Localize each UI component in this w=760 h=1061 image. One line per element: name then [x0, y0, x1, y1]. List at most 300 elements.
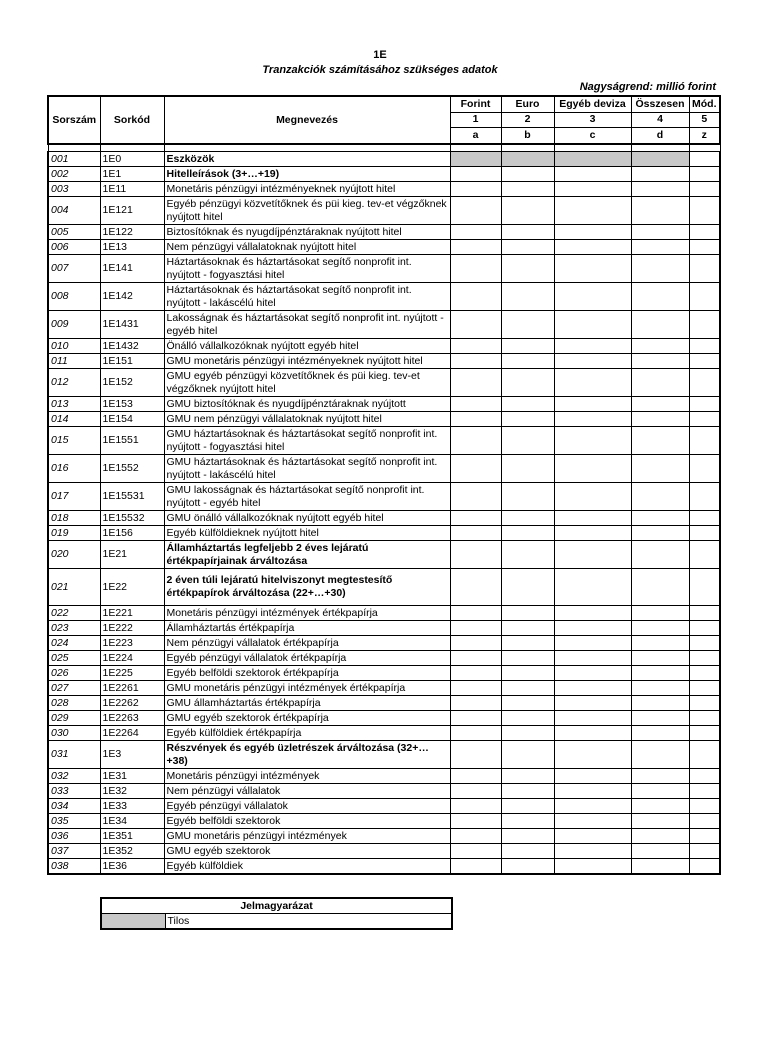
cell-egyeb-deviza[interactable]: [554, 397, 631, 412]
cell-forint[interactable]: [450, 526, 501, 541]
cell-osszesen[interactable]: [631, 369, 689, 397]
cell-osszesen[interactable]: [631, 651, 689, 666]
legend-table: [100, 897, 453, 930]
cell-osszesen[interactable]: [631, 636, 689, 651]
row-number: 007: [48, 255, 100, 283]
cell-forint[interactable]: [450, 283, 501, 311]
cell-osszesen[interactable]: [631, 621, 689, 636]
cell-mod[interactable]: [689, 829, 720, 844]
cell-osszesen[interactable]: [631, 666, 689, 681]
table-row: [48, 606, 720, 621]
row-name: Egyéb külföldieknek nyújtott hitel: [164, 526, 450, 541]
cell-forint[interactable]: [450, 651, 501, 666]
form-code: 1E: [373, 49, 387, 61]
cell-osszesen[interactable]: [631, 829, 689, 844]
header-sorkod: Sorkód: [100, 96, 164, 144]
cell-mod[interactable]: [689, 844, 720, 859]
table-row: [48, 769, 720, 784]
row-name: Államháztartás legfeljebb 2 éves lejáratú értékpapírjainak árváltozása: [164, 541, 450, 569]
legend-label: Tilos: [165, 914, 452, 930]
cell-euro[interactable]: [501, 511, 554, 526]
row-number: 004: [48, 197, 100, 225]
cell-euro[interactable]: [501, 606, 554, 621]
cell-mod[interactable]: [689, 569, 720, 606]
cell-forint[interactable]: [450, 859, 501, 875]
table-row: [48, 412, 720, 427]
header-letter-z: z: [689, 128, 720, 144]
table-row: [48, 829, 720, 844]
cell-egyeb-deviza[interactable]: [554, 354, 631, 369]
row-code: 1E223: [100, 636, 164, 651]
cell-euro[interactable]: [501, 844, 554, 859]
cell-osszesen[interactable]: [631, 711, 689, 726]
cell-mod[interactable]: [689, 412, 720, 427]
row-code: 1E34: [100, 814, 164, 829]
cell-euro[interactable]: [501, 412, 554, 427]
cell-euro[interactable]: [501, 283, 554, 311]
cell-egyeb-deviza[interactable]: [554, 606, 631, 621]
row-code: 1E224: [100, 651, 164, 666]
cell-osszesen[interactable]: [631, 311, 689, 339]
cell-mod[interactable]: [689, 397, 720, 412]
cell-egyeb-deviza[interactable]: [554, 741, 631, 769]
cell-forint[interactable]: [450, 412, 501, 427]
cell-mod[interactable]: [689, 814, 720, 829]
cell-osszesen[interactable]: [631, 814, 689, 829]
cell-osszesen[interactable]: [631, 511, 689, 526]
row-name: GMU lakosságnak és háztartásokat segítő nonprofit int. nyújtott - egyéb hitel: [164, 483, 450, 511]
cell-osszesen[interactable]: [631, 397, 689, 412]
cell-egyeb-deviza[interactable]: [554, 427, 631, 455]
table-row: [48, 455, 720, 483]
row-code: 1E15532: [100, 511, 164, 526]
header-sorszam: Sorszám: [48, 96, 100, 144]
cell-mod[interactable]: [689, 636, 720, 651]
cell-osszesen[interactable]: [631, 784, 689, 799]
cell-osszesen[interactable]: [631, 844, 689, 859]
row-name: Egyéb belföldi szektorok értékpapírja: [164, 666, 450, 681]
cell-forint[interactable]: [450, 711, 501, 726]
cell-forint[interactable]: [450, 397, 501, 412]
cell-egyeb-deviza[interactable]: [554, 829, 631, 844]
cell-euro[interactable]: [501, 455, 554, 483]
cell-egyeb-deviza[interactable]: [554, 483, 631, 511]
unit-label: Nagyságrend: millió forint: [579, 81, 716, 93]
cell-euro[interactable]: [501, 666, 554, 681]
row-code: 1E1552: [100, 455, 164, 483]
row-name: Államháztartás értékpapírja: [164, 621, 450, 636]
cell-mod[interactable]: [689, 483, 720, 511]
cell-osszesen[interactable]: [631, 225, 689, 240]
header-letter-b: b: [501, 128, 554, 144]
cell-forint[interactable]: [450, 769, 501, 784]
cell-osszesen[interactable]: [631, 526, 689, 541]
cell-forint[interactable]: [450, 197, 501, 225]
cell-mod[interactable]: [689, 255, 720, 283]
cell-euro[interactable]: [501, 526, 554, 541]
cell-osszesen[interactable]: [631, 255, 689, 283]
row-number: 037: [48, 844, 100, 859]
cell-egyeb-deviza[interactable]: [554, 339, 631, 354]
cell-forint[interactable]: [450, 182, 501, 197]
cell-osszesen[interactable]: [631, 741, 689, 769]
cell-mod[interactable]: [689, 182, 720, 197]
row-name: Önálló vállalkozóknak nyújtott egyéb hitel: [164, 339, 450, 354]
cell-osszesen[interactable]: [631, 283, 689, 311]
row-number: 034: [48, 799, 100, 814]
cell-euro[interactable]: [501, 197, 554, 225]
cell-euro[interactable]: [501, 829, 554, 844]
cell-egyeb-deviza[interactable]: [554, 859, 631, 875]
cell-mod[interactable]: [689, 666, 720, 681]
table-row: [48, 255, 720, 283]
cell-forint[interactable]: [450, 696, 501, 711]
cell-forint[interactable]: [450, 511, 501, 526]
cell-egyeb-deviza[interactable]: [554, 666, 631, 681]
cell-mod[interactable]: [689, 621, 720, 636]
row-name: Egyéb pénzügyi közvetítőknek és püi kieg. tev-et végzőknek nyújtott hitel: [164, 197, 450, 225]
table-row: [48, 621, 720, 636]
cell-euro[interactable]: [501, 311, 554, 339]
table-row: [48, 844, 720, 859]
cell-osszesen[interactable]: [631, 354, 689, 369]
cell-forint[interactable]: [450, 681, 501, 696]
cell-euro[interactable]: [501, 339, 554, 354]
header-mod: Mód.: [689, 96, 720, 112]
cell-euro[interactable]: [501, 182, 554, 197]
legend-swatch: [101, 914, 165, 930]
cell-euro[interactable]: [501, 397, 554, 412]
table-row: [48, 427, 720, 455]
cell-euro[interactable]: [501, 369, 554, 397]
cell-euro[interactable]: [501, 541, 554, 569]
data-table: [47, 95, 721, 875]
row-name: Monetáris pénzügyi intézmények: [164, 769, 450, 784]
cell-mod[interactable]: [689, 225, 720, 240]
cell-osszesen[interactable]: [631, 696, 689, 711]
cell-osszesen[interactable]: [631, 339, 689, 354]
row-name: Hitelleírások (3+…+19): [164, 167, 450, 182]
cell-euro[interactable]: [501, 427, 554, 455]
row-name: 2 éven túli lejáratú hitelviszonyt megtestesítő értékpapírok árváltozása (22+…+30): [164, 569, 450, 606]
cell-egyeb-deviza[interactable]: [554, 814, 631, 829]
cell-forint[interactable]: [450, 829, 501, 844]
cell-forint: [450, 152, 501, 167]
cell-forint[interactable]: [450, 844, 501, 859]
cell-forint[interactable]: [450, 726, 501, 741]
cell-mod[interactable]: [689, 240, 720, 255]
cell-osszesen: [631, 152, 689, 167]
cell-egyeb-deviza[interactable]: [554, 726, 631, 741]
table-row: [48, 483, 720, 511]
row-number: 024: [48, 636, 100, 651]
row-code: 1E31: [100, 769, 164, 784]
row-code: 1E151: [100, 354, 164, 369]
cell-egyeb-deviza[interactable]: [554, 311, 631, 339]
cell-egyeb-deviza[interactable]: [554, 283, 631, 311]
cell-osszesen[interactable]: [631, 859, 689, 875]
cell-egyeb-deviza[interactable]: [554, 681, 631, 696]
cell-forint[interactable]: [450, 255, 501, 283]
row-code: 1E141: [100, 255, 164, 283]
cell-mod[interactable]: [689, 711, 720, 726]
cell-egyeb-deviza[interactable]: [554, 844, 631, 859]
cell-egyeb-deviza[interactable]: [554, 511, 631, 526]
cell-euro: [501, 152, 554, 167]
cell-osszesen[interactable]: [631, 606, 689, 621]
cell-euro[interactable]: [501, 636, 554, 651]
row-name: Monetáris pénzügyi intézményeknek nyújtott hitel: [164, 182, 450, 197]
table-row: [48, 511, 720, 526]
row-code: 1E36: [100, 859, 164, 875]
cell-mod[interactable]: [689, 541, 720, 569]
row-name: Eszközök: [164, 152, 450, 167]
cell-egyeb-deviza[interactable]: [554, 526, 631, 541]
cell-mod[interactable]: [689, 606, 720, 621]
cell-mod[interactable]: [689, 197, 720, 225]
cell-forint[interactable]: [450, 799, 501, 814]
row-name: GMU háztartásoknak és háztartásokat segítő nonprofit int. nyújtott - lakáscélú hitel: [164, 455, 450, 483]
row-number: 022: [48, 606, 100, 621]
row-number: 016: [48, 455, 100, 483]
cell-mod[interactable]: [689, 354, 720, 369]
cell-egyeb-deviza[interactable]: [554, 240, 631, 255]
cell-mod[interactable]: [689, 455, 720, 483]
cell-egyeb-deviza[interactable]: [554, 711, 631, 726]
cell-mod[interactable]: [689, 651, 720, 666]
cell-mod[interactable]: [689, 696, 720, 711]
cell-forint[interactable]: [450, 354, 501, 369]
cell-egyeb-deviza[interactable]: [554, 167, 631, 182]
cell-mod[interactable]: [689, 681, 720, 696]
row-name: GMU egyéb szektorok értékpapírja: [164, 711, 450, 726]
cell-mod[interactable]: [689, 741, 720, 769]
header-osszesen: Összesen: [631, 96, 689, 112]
cell-euro[interactable]: [501, 167, 554, 182]
cell-euro[interactable]: [501, 741, 554, 769]
table-row: [48, 696, 720, 711]
row-code: 1E11: [100, 182, 164, 197]
cell-osszesen[interactable]: [631, 197, 689, 225]
row-name: GMU háztartásoknak és háztartásokat segítő nonprofit int. nyújtott - fogyasztási hitel: [164, 427, 450, 455]
cell-egyeb-deviza[interactable]: [554, 225, 631, 240]
cell-euro[interactable]: [501, 859, 554, 875]
cell-osszesen[interactable]: [631, 569, 689, 606]
cell-mod[interactable]: [689, 526, 720, 541]
cell-egyeb-deviza[interactable]: [554, 569, 631, 606]
cell-mod[interactable]: [689, 769, 720, 784]
cell-osszesen[interactable]: [631, 483, 689, 511]
cell-euro[interactable]: [501, 569, 554, 606]
cell-euro[interactable]: [501, 784, 554, 799]
row-code: 1E142: [100, 283, 164, 311]
cell-euro[interactable]: [501, 711, 554, 726]
cell-osszesen[interactable]: [631, 681, 689, 696]
cell-euro[interactable]: [501, 681, 554, 696]
header-letter-a: a: [450, 128, 501, 144]
row-name: GMU államháztartás értékpapírja: [164, 696, 450, 711]
form-subtitle: Tranzakciók számításához szükséges adatok: [262, 64, 498, 76]
table-row: [48, 541, 720, 569]
row-name: GMU nem pénzügyi vállalatoknak nyújtott hitel: [164, 412, 450, 427]
cell-mod[interactable]: [689, 339, 720, 354]
cell-egyeb-deviza[interactable]: [554, 369, 631, 397]
table-row: [48, 152, 720, 167]
cell-mod[interactable]: [689, 511, 720, 526]
table-row: [48, 225, 720, 240]
cell-euro[interactable]: [501, 726, 554, 741]
row-code: 1E352: [100, 844, 164, 859]
table-row: [48, 339, 720, 354]
cell-osszesen[interactable]: [631, 412, 689, 427]
cell-forint[interactable]: [450, 427, 501, 455]
cell-euro[interactable]: [501, 651, 554, 666]
row-code: 1E13: [100, 240, 164, 255]
row-number: 002: [48, 167, 100, 182]
legend-title: Jelmagyarázat: [101, 898, 452, 914]
cell-forint[interactable]: [450, 225, 501, 240]
row-name: GMU önálló vállalkozóknak nyújtott egyéb hitel: [164, 511, 450, 526]
row-code: 1E122: [100, 225, 164, 240]
cell-egyeb-deviza[interactable]: [554, 651, 631, 666]
row-name: Nem pénzügyi vállalatok értékpapírja: [164, 636, 450, 651]
row-number: 031: [48, 741, 100, 769]
row-name: Háztartásoknak és háztartásokat segítő nonprofit int. nyújtott - lakáscélú hitel: [164, 283, 450, 311]
row-code: 1E152: [100, 369, 164, 397]
cell-forint[interactable]: [450, 636, 501, 651]
row-code: 1E1551: [100, 427, 164, 455]
cell-euro[interactable]: [501, 696, 554, 711]
cell-euro[interactable]: [501, 225, 554, 240]
cell-euro[interactable]: [501, 799, 554, 814]
cell-egyeb-deviza[interactable]: [554, 799, 631, 814]
cell-forint[interactable]: [450, 814, 501, 829]
table-row: [48, 283, 720, 311]
row-name: Nem pénzügyi vállalatok: [164, 784, 450, 799]
cell-egyeb-deviza[interactable]: [554, 769, 631, 784]
row-number: 010: [48, 339, 100, 354]
table-row: [48, 311, 720, 339]
cell-forint[interactable]: [450, 339, 501, 354]
cell-mod[interactable]: [689, 167, 720, 182]
cell-forint[interactable]: [450, 784, 501, 799]
row-number: 038: [48, 859, 100, 875]
cell-euro[interactable]: [501, 769, 554, 784]
cell-egyeb-deviza[interactable]: [554, 636, 631, 651]
cell-osszesen[interactable]: [631, 455, 689, 483]
cell-forint[interactable]: [450, 741, 501, 769]
row-code: 1E2263: [100, 711, 164, 726]
header-letter-c: c: [554, 128, 631, 144]
row-number: 030: [48, 726, 100, 741]
cell-mod[interactable]: [689, 859, 720, 875]
cell-egyeb-deviza[interactable]: [554, 455, 631, 483]
cell-forint[interactable]: [450, 455, 501, 483]
header-letter-d: d: [631, 128, 689, 144]
table-row: [48, 526, 720, 541]
cell-forint[interactable]: [450, 606, 501, 621]
row-number: 015: [48, 427, 100, 455]
cell-mod[interactable]: [689, 369, 720, 397]
table-row: [48, 784, 720, 799]
cell-mod[interactable]: [689, 726, 720, 741]
cell-egyeb-deviza[interactable]: [554, 197, 631, 225]
row-name: Egyéb külföldiek értékpapírja: [164, 726, 450, 741]
header-euro: Euro: [501, 96, 554, 112]
row-name: Egyéb pénzügyi vállalatok értékpapírja: [164, 651, 450, 666]
cell-forint[interactable]: [450, 569, 501, 606]
row-number: 032: [48, 769, 100, 784]
cell-egyeb-deviza[interactable]: [554, 255, 631, 283]
cell-forint[interactable]: [450, 621, 501, 636]
header-num-5: 5: [689, 112, 720, 128]
table-row: [48, 681, 720, 696]
cell-forint[interactable]: [450, 311, 501, 339]
cell-forint[interactable]: [450, 240, 501, 255]
table-row: [48, 651, 720, 666]
row-number: 028: [48, 696, 100, 711]
cell-euro[interactable]: [501, 483, 554, 511]
cell-mod[interactable]: [689, 799, 720, 814]
cell-euro[interactable]: [501, 814, 554, 829]
cell-euro[interactable]: [501, 354, 554, 369]
row-name: Lakosságnak és háztartásokat segítő nonprofit int. nyújtott - egyéb hitel: [164, 311, 450, 339]
row-name: GMU egyéb szektorok: [164, 844, 450, 859]
cell-euro[interactable]: [501, 255, 554, 283]
cell-osszesen[interactable]: [631, 799, 689, 814]
cell-mod[interactable]: [689, 427, 720, 455]
header-num-2: 2: [501, 112, 554, 128]
header-num-3: 3: [554, 112, 631, 128]
cell-euro[interactable]: [501, 621, 554, 636]
row-name: GMU monetáris pénzügyi intézményeknek nyújtott hitel: [164, 354, 450, 369]
cell-forint[interactable]: [450, 666, 501, 681]
cell-egyeb-deviza[interactable]: [554, 541, 631, 569]
cell-mod[interactable]: [689, 311, 720, 339]
cell-mod[interactable]: [689, 784, 720, 799]
cell-osszesen[interactable]: [631, 240, 689, 255]
table-row: [48, 799, 720, 814]
row-number: 025: [48, 651, 100, 666]
cell-osszesen[interactable]: [631, 182, 689, 197]
row-number: 008: [48, 283, 100, 311]
row-number: 035: [48, 814, 100, 829]
row-code: 1E225: [100, 666, 164, 681]
cell-forint[interactable]: [450, 167, 501, 182]
cell-egyeb-deviza[interactable]: [554, 412, 631, 427]
row-name: Nem pénzügyi vállalatoknak nyújtott hitel: [164, 240, 450, 255]
cell-osszesen[interactable]: [631, 427, 689, 455]
row-name: Egyéb pénzügyi vállalatok: [164, 799, 450, 814]
cell-mod[interactable]: [689, 283, 720, 311]
cell-forint[interactable]: [450, 483, 501, 511]
cell-euro[interactable]: [501, 240, 554, 255]
cell-osszesen[interactable]: [631, 769, 689, 784]
cell-osszesen[interactable]: [631, 167, 689, 182]
cell-osszesen[interactable]: [631, 726, 689, 741]
cell-forint[interactable]: [450, 541, 501, 569]
cell-egyeb-deviza[interactable]: [554, 621, 631, 636]
cell-forint[interactable]: [450, 369, 501, 397]
row-code: 1E15531: [100, 483, 164, 511]
cell-osszesen[interactable]: [631, 541, 689, 569]
cell-egyeb-deviza[interactable]: [554, 784, 631, 799]
cell-egyeb-deviza[interactable]: [554, 696, 631, 711]
cell-mod[interactable]: [689, 152, 720, 167]
table-row: [48, 741, 720, 769]
row-name: Részvények és egyéb üzletrészek árváltozása (32+…+38): [164, 741, 450, 769]
cell-egyeb-deviza[interactable]: [554, 182, 631, 197]
